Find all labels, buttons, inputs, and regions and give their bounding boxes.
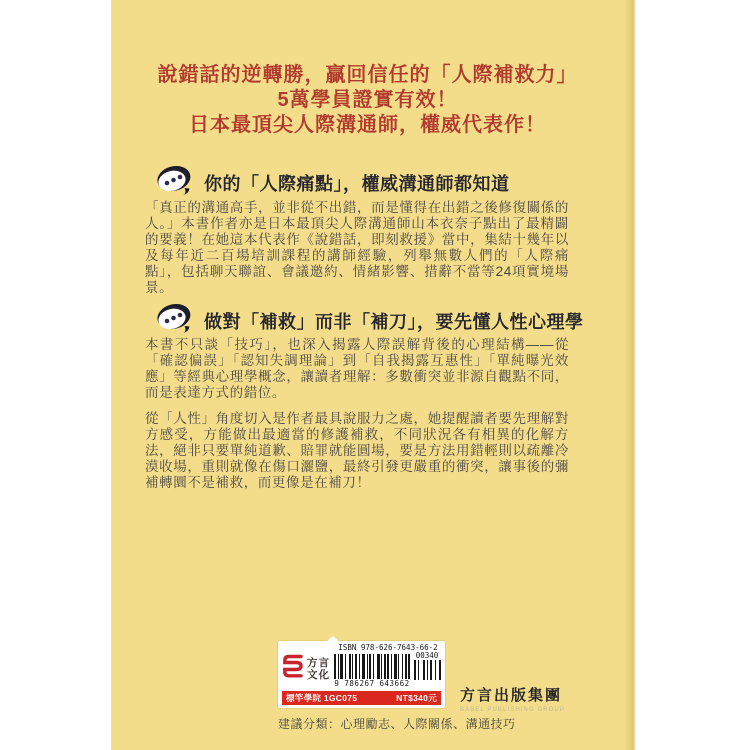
publisher-logo-line2: 文化 [307, 668, 330, 681]
speech-bubble-dots-icon [153, 301, 195, 340]
price-bar-left: 標竿學院 1GC075 [286, 693, 358, 703]
headline-line: 5萬學員證實有效！ [277, 89, 458, 111]
section-2-paragraph-1: 本書不只談「技巧」，也深入揭露人際誤解背後的心理結構——從「確認偏誤」「認知失調理論」到「自我揭露互惠性」「單純曝光效應」等經典心理學概念，讓讀者理解：多數衝突並非源自觀點不同，而是表達方式的錯位。 [145, 337, 569, 400]
section-2-title: 做對「補救」而非「補刀」，要先懂人性心理學 [204, 311, 584, 332]
section-1-heading-row [153, 163, 510, 202]
publisher-group [460, 684, 565, 713]
section-1-title: 你的「人際痛點」，權威溝通師都知道 [204, 173, 510, 194]
barcode-box [278, 641, 445, 708]
section-2-paragraph-2: 從「人性」角度切入是作者最具說服力之處，她提醒讀者要先理解對方感受，方能做出最適當的修護補救，不同狀況各有相異的化解方法，絕非只要單純道歉、賠罪就能圓場，要是方法用錯輕則以疏離冷漠收場，重則就像在傷口灑鹽，最終引發更嚴重的衝突，讓事後的彌補轉圜不是補救，而更像是在補刀！ [145, 411, 569, 490]
speech-bubble-dots-icon [153, 163, 195, 202]
publisher-group-name-en: BABEL PUBLISHING GROUP [460, 707, 566, 713]
addon-barcode [414, 660, 441, 680]
section-2-heading-row [153, 301, 584, 340]
publisher-logo-text [307, 657, 330, 681]
headline-block [111, 63, 624, 138]
ean-barcode [334, 654, 410, 679]
headline-line: 說錯話的逆轉勝，贏回信任的「人際補救力」 [157, 64, 578, 86]
isbn-label: ISBN 978-626-7643-66-2 [338, 643, 438, 652]
publisher-logo-mark-icon [282, 653, 304, 684]
price-bar [282, 691, 441, 705]
publisher-logo-line1: 方言 [307, 656, 330, 669]
barcode-box-notch [326, 636, 340, 642]
cover-right-edge-shade [624, 0, 636, 750]
headline-line: 日本最頂尖人際溝通師，權威代表作！ [189, 114, 546, 136]
publisher-logo [282, 653, 330, 684]
barcode-digits: 9 786267 643662 [334, 679, 410, 688]
barcode-addon-code: 00340 [415, 651, 439, 660]
category-line: 建議分類：心理勵志、人際關係、溝通技巧 [278, 717, 516, 731]
price-bar-right: NT$340元 [396, 693, 437, 703]
section-1-paragraph: 「真正的溝通高手，並非從不出錯，而是懂得在出錯之後修復關係的人。」本書作者亦是日本最頂尖人際溝通師山本衣奈子點出了最精闢的要義！在她這本代表作《說錯話，即刻救援》當中，集結十幾年以及每年近二百場培訓課程的講師經驗，列舉無數人們的「人際痛點」，包括聊天聯誼、會議邀約、情緒影響、措辭不當等24項實境場景。 [145, 200, 569, 295]
publisher-group-name: 方言出版集團 [460, 687, 563, 704]
book-back-cover [111, 0, 636, 750]
